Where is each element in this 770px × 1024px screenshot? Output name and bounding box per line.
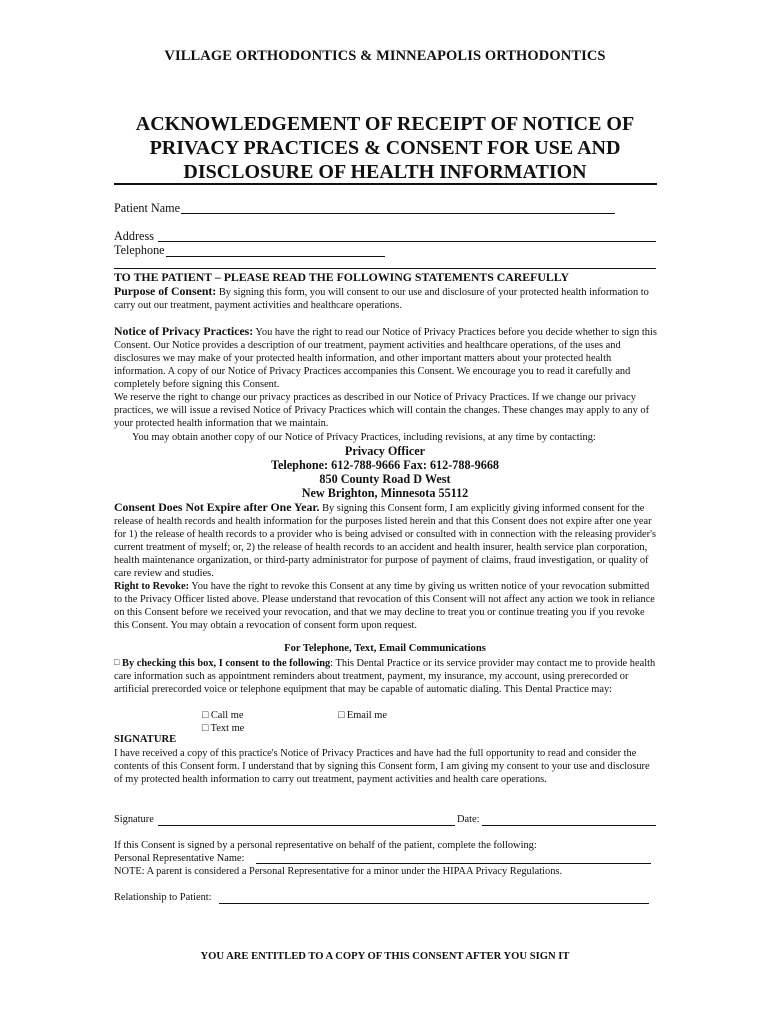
form-title-line-3: DISCLOSURE OF HEALTH INFORMATION bbox=[183, 161, 587, 183]
revoke-text: You have the right to revoke this Consent at any time by giving us written notice of your revocation submitted to the Privacy Officer listed above. Please understand that revocation of this Consent will not affect any action we took in reliance on this Consent before we received your revocation, and that we may decline to treat you or continue treating you if you revoke this Consent. You may obtain a revocation of consent form upon request. bbox=[114, 581, 655, 632]
signature-line[interactable] bbox=[158, 825, 455, 826]
contact-name: Privacy Officer bbox=[344, 444, 426, 458]
signature-paragraph: I have received a copy of this practice's Notice of Privacy Practices and have had the full opportunity to read and consider the contents of this Consent form. I understand that by signing this Consent form, I am giving my consent to your use and disclosure of my protected health information to carry out treatment, payment activities and health care operations. bbox=[114, 748, 650, 786]
form-title-line-2: PRIVACY PRACTICES & CONSENT FOR USE AND bbox=[149, 137, 621, 159]
patient-name-line[interactable] bbox=[181, 213, 615, 214]
practice-header: VILLAGE ORTHODONTICS & MINNEAPOLIS ORTHODONTICS bbox=[164, 48, 606, 64]
notice-paragraph bbox=[114, 325, 657, 391]
consent-checkbox[interactable]: □ bbox=[114, 657, 120, 667]
option-text-me[interactable]: □ Text me bbox=[202, 723, 245, 734]
signature-label: Signature bbox=[114, 814, 154, 825]
purpose-heading: Purpose of Consent: bbox=[114, 284, 217, 298]
relationship-label: Relationship to Patient: bbox=[114, 892, 212, 903]
date-line[interactable] bbox=[482, 825, 656, 826]
title-rule bbox=[114, 183, 657, 185]
notice-heading: Notice of Privacy Practices: bbox=[114, 324, 254, 338]
telephone-line[interactable] bbox=[166, 256, 385, 257]
representative-name-line[interactable] bbox=[256, 863, 651, 864]
communications-text: : This Dental Practice or its service provider may contact me to provide health care information such as appointment reminders about treatment, payment, my insurance, my account, using prerecorded or artificial prerecorded voice or telephone equipment that may be capable of automatic dialing. This Dental Practice may: bbox=[114, 658, 656, 696]
representative-note: NOTE: A parent is considered a Personal Representative for a minor under the HIPAA Privacy Regulations. bbox=[114, 866, 563, 877]
option-call-me[interactable]: □ Call me bbox=[202, 710, 244, 721]
consent-expire-text: By signing this Consent form, I am explicitly giving informed consent for the release of health records and health information for the purposes listed herein and that this Consent does not expire after one year for 1) the release of health records to a provider who is being advised or consulted with in connection with the releasing provider's current treatment of myself; or, 2) the release of health records to an accident and health insurer, health service plan corporation, health maintenance organization, or third-party administrator for purpose of payment of claims, fraud investigation, or quality of care review and studies. bbox=[114, 503, 657, 580]
notice-text: You have the right to read our Notice of Privacy Practices before you decide whether to sign this Consent. Our Notice provides a description of our treatment, payment activities and healthcare operations, of the uses and disclosures we may make of your protected health information, and other important matters about your protected health information. A copy of our Notice of Privacy Practices accompanies this Consent. We encourage you to read it carefully and completely before signing this Consent. bbox=[114, 327, 657, 391]
communications-paragraph bbox=[114, 656, 657, 696]
contact-phones: Telephone: 612-788-9666 Fax: 612-788-9668 bbox=[270, 458, 500, 472]
representative-name-label: Personal Representative Name: bbox=[114, 853, 245, 864]
section-rule bbox=[114, 268, 656, 269]
option-email-me[interactable]: □ Email me bbox=[338, 710, 387, 721]
footer-notice: YOU ARE ENTITLED TO A COPY OF THIS CONSENT AFTER YOU SIGN IT bbox=[200, 951, 570, 962]
contact-street: 850 County Road D West bbox=[319, 472, 451, 486]
date-label: Date: bbox=[457, 814, 480, 825]
revoke-paragraph bbox=[114, 580, 657, 632]
patient-name-label: Patient Name bbox=[114, 201, 180, 215]
communications-lead: By checking this box, I consent to the following bbox=[122, 658, 331, 669]
relationship-line[interactable] bbox=[219, 903, 649, 904]
contact-city: New Brighton, Minnesota 55112 bbox=[301, 486, 469, 500]
representative-intro: If this Consent is signed by a personal representative on behalf of the patient, complete the following: bbox=[114, 840, 537, 851]
revoke-heading: Right to Revoke: bbox=[114, 581, 190, 592]
consent-expire-heading: Consent Does Not Expire after One Year. bbox=[114, 500, 320, 514]
communications-heading: For Telephone, Text, Email Communications bbox=[284, 643, 486, 654]
obtain-paragraph: You may obtain another copy of our Notice of Privacy Practices, including revisions, at any time by contacting: bbox=[132, 432, 596, 443]
signature-heading: SIGNATURE bbox=[114, 734, 177, 745]
instruction-heading: TO THE PATIENT – PLEASE READ THE FOLLOWING STATEMENTS CAREFULLY bbox=[114, 270, 570, 284]
consent-expire-paragraph bbox=[114, 501, 657, 581]
telephone-label: Telephone bbox=[114, 243, 165, 257]
purpose-text: By signing this form, you will consent to our use and disclosure of your protected health information to carry out our treatment, payment activities and healthcare operations. bbox=[114, 287, 649, 312]
address-line[interactable] bbox=[158, 241, 656, 242]
purpose-paragraph bbox=[114, 285, 657, 312]
reserve-paragraph: We reserve the right to change our privacy practices as described in our Notice of Privacy Practices. If we change our privacy practices, we will issue a revised Notice of Privacy Practices which will contain the changes. These changes may apply to any of your protected health information that we maintain. bbox=[114, 392, 650, 430]
form-title-line-1: ACKNOWLEDGEMENT OF RECEIPT OF NOTICE OF bbox=[135, 113, 635, 135]
address-label: Address bbox=[114, 229, 154, 243]
